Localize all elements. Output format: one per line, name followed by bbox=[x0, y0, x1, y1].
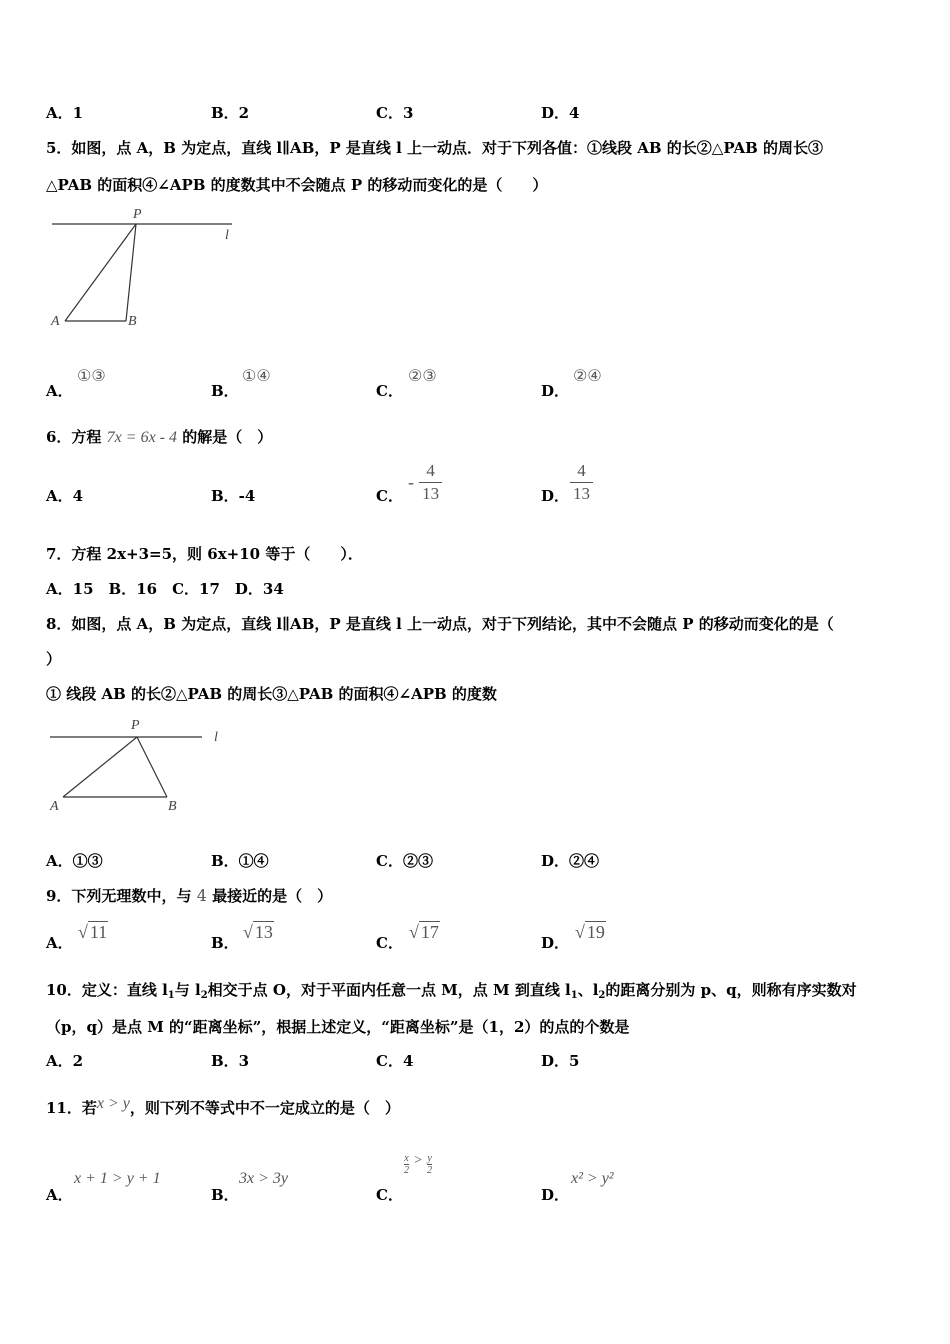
q10-option-a: A．2 bbox=[46, 1052, 84, 1070]
q5-option-d-value: ②④ bbox=[573, 366, 602, 385]
q5-option-b-value: ①④ bbox=[242, 366, 271, 385]
segment-pa bbox=[65, 224, 136, 321]
q6-option-c-fraction bbox=[419, 460, 442, 505]
text: 10．定义：直线 l bbox=[46, 981, 168, 999]
label-b: B bbox=[168, 799, 177, 814]
q6-option-c-label: C． bbox=[376, 487, 403, 505]
q10-stem-line1 bbox=[46, 979, 857, 1001]
fraction-y-over-2 bbox=[427, 1153, 432, 1176]
q8-option-b: B．①④ bbox=[211, 852, 269, 870]
q6-option-b: B．-4 bbox=[211, 487, 256, 505]
q9-option-a-label: A． bbox=[46, 934, 73, 952]
q6-option-d-fraction bbox=[570, 460, 593, 505]
fraction-numerator: x bbox=[404, 1153, 409, 1164]
q11-prefix: 11．若 bbox=[46, 1099, 97, 1117]
label-a: A bbox=[51, 314, 60, 329]
radicand: 19 bbox=[586, 922, 605, 942]
fraction-numerator: 4 bbox=[570, 460, 593, 483]
q11-option-a-expr: x + 1 > y + 1 bbox=[74, 1170, 161, 1187]
label-a: A bbox=[50, 799, 59, 814]
fraction-numerator: 4 bbox=[419, 460, 442, 483]
q5-figure bbox=[46, 203, 246, 333]
q5-option-b-label: B． bbox=[211, 382, 239, 400]
q4-option-a: A．1 bbox=[46, 104, 84, 122]
q6-option-d-label: D． bbox=[541, 487, 570, 505]
label-l: l bbox=[225, 228, 229, 243]
segment-pb bbox=[137, 737, 167, 797]
q10-stem-line2: （p，q）是点 M 的“距离坐标”，根据上述定义，“距离坐标”是（1，2）的点的个数是 bbox=[46, 1018, 630, 1036]
q4-option-c: C．3 bbox=[376, 104, 414, 122]
fraction-denominator: 13 bbox=[573, 484, 590, 503]
q5-option-d-label: D． bbox=[541, 382, 570, 400]
q6-option-c-sign: - bbox=[408, 472, 414, 492]
subscript: 1 bbox=[167, 990, 175, 1001]
q11-option-c-expr bbox=[404, 1153, 432, 1177]
q6-option-d-value bbox=[570, 460, 593, 505]
q11-option-d-label: D． bbox=[541, 1186, 570, 1204]
radicand: 11 bbox=[89, 922, 108, 942]
label-p: P bbox=[133, 207, 142, 222]
q9-number: 4 bbox=[196, 886, 207, 905]
q4-option-b: B．2 bbox=[211, 104, 250, 122]
q6-option-a: A．4 bbox=[46, 487, 84, 505]
q8-stem-line2: ） bbox=[46, 650, 62, 668]
q4-option-d: D．4 bbox=[541, 104, 580, 122]
q9-option-c-sqrt: √ 17 bbox=[409, 922, 439, 942]
fraction-numerator: y bbox=[427, 1153, 432, 1164]
q11-option-b-expr: 3x > 3y bbox=[239, 1170, 288, 1187]
q5-option-c-value: ②③ bbox=[408, 366, 437, 385]
q9-option-d-sqrt: √ 19 bbox=[575, 922, 605, 942]
q6-stem bbox=[46, 426, 272, 447]
q9-option-c-label: C． bbox=[376, 934, 403, 952]
q5-option-a-label: A． bbox=[46, 382, 73, 400]
q5-option-a-value: ①③ bbox=[77, 366, 106, 385]
label-p: P bbox=[131, 718, 140, 733]
subscript: 1 bbox=[570, 990, 578, 1001]
q11-suffix: ，则下列不等式中不一定成立的是（ ） bbox=[129, 1099, 400, 1117]
q8-option-d: D．②④ bbox=[541, 852, 600, 870]
q6-suffix: 的解是（ ） bbox=[182, 428, 273, 446]
q11-option-d-expr: x² > y² bbox=[571, 1170, 614, 1187]
q10-option-b: B．3 bbox=[211, 1052, 250, 1070]
q8-stem-line1: 8．如图，点 A，B 为定点，直线 l∥AB，P 是直线 l 上一动点，对于下列结论，其中不会随点 P 的移动而变化的是（ bbox=[46, 615, 834, 633]
q11-stem bbox=[46, 1097, 400, 1118]
fraction-x-over-2 bbox=[404, 1153, 409, 1176]
q11-condition: x > y bbox=[96, 1095, 130, 1112]
q5-stem-line2: △PAB 的面积④∠APB 的度数其中不会随点 P 的移动而变化的是（ ） bbox=[46, 176, 548, 194]
q9-option-b-label: B． bbox=[211, 934, 239, 952]
radicand: 13 bbox=[254, 922, 273, 942]
greater-than: > bbox=[414, 1153, 422, 1168]
subscript: 2 bbox=[598, 990, 606, 1001]
segment-pa bbox=[63, 737, 137, 797]
q8-option-c: C．②③ bbox=[376, 852, 433, 870]
text: 的距离分别为 p、q，则称有序实数对 bbox=[605, 981, 857, 999]
q9-option-b-sqrt: √ 13 bbox=[243, 922, 273, 942]
q10-option-d: D．5 bbox=[541, 1052, 580, 1070]
q5-stem-line1: 5．如图，点 A，B 为定点，直线 l∥AB，P 是直线 l 上一动点．对于下列各值：①线段 AB 的长②△PAB 的周长③ bbox=[46, 139, 824, 157]
subscript: 2 bbox=[200, 990, 208, 1001]
fraction-denominator: 2 bbox=[404, 1165, 409, 1176]
radicand: 17 bbox=[420, 922, 439, 942]
fraction-denominator: 2 bbox=[427, 1165, 433, 1176]
q7-stem: 7．方程 2x+3=5，则 6x+10 等于（ ）． bbox=[46, 545, 363, 563]
q8-figure bbox=[46, 712, 236, 817]
text: 相交于点 O，对于平面内任意一点 M，点 M 到直线 l bbox=[207, 981, 571, 999]
q6-prefix: 6．方程 bbox=[46, 428, 102, 446]
label-l: l bbox=[214, 730, 218, 745]
q11-option-a-label: A． bbox=[46, 1186, 73, 1204]
q6-equation: 7x = 6x - 4 bbox=[106, 429, 177, 446]
q11-option-b-label: B． bbox=[211, 1186, 239, 1204]
q9-prefix: 9．下列无理数中，与 bbox=[46, 887, 192, 905]
q6-option-c-value bbox=[408, 460, 442, 505]
q9-option-a-sqrt: √ 11 bbox=[78, 922, 108, 942]
q7-options: A．15 B．16 C．17 D．34 bbox=[46, 580, 284, 598]
text: 、l bbox=[577, 981, 599, 999]
q9-option-d-label: D． bbox=[541, 934, 570, 952]
q8-option-a: A．①③ bbox=[46, 852, 103, 870]
q11-option-c-label: C． bbox=[376, 1186, 403, 1204]
q9-stem bbox=[46, 885, 332, 906]
q10-option-c: C．4 bbox=[376, 1052, 414, 1070]
fraction-denominator: 13 bbox=[422, 484, 440, 503]
segment-pb bbox=[126, 224, 136, 321]
q9-suffix: 最接近的是（ ） bbox=[212, 887, 333, 905]
q5-option-c-label: C． bbox=[376, 382, 403, 400]
q8-stem-line3: ① 线段 AB 的长②△PAB 的周长③△PAB 的面积④∠APB 的度数 bbox=[46, 685, 497, 703]
label-b: B bbox=[128, 314, 137, 329]
text: 与 l bbox=[174, 981, 201, 999]
